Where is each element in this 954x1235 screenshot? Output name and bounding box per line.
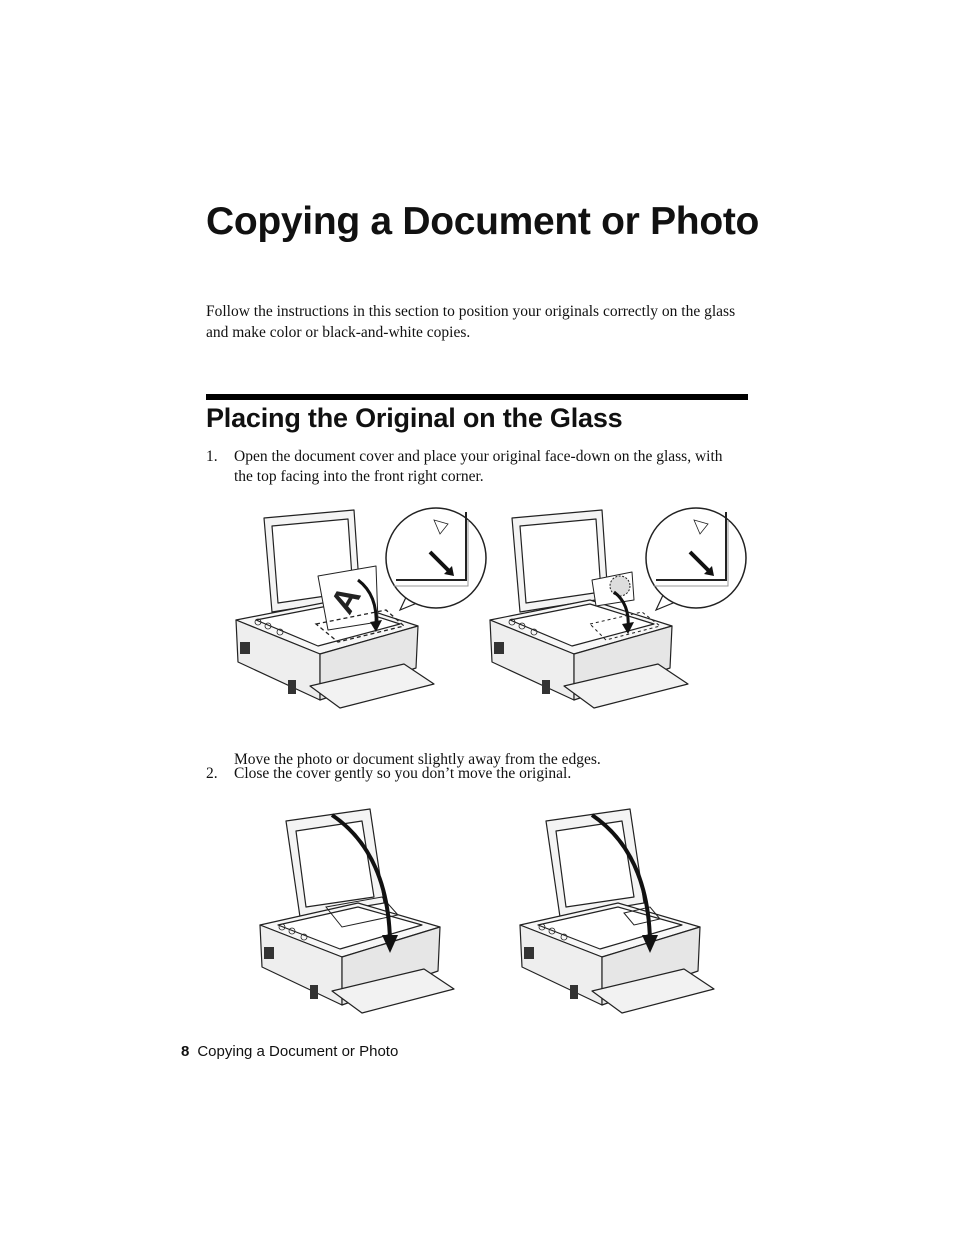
page-number: 8	[181, 1043, 190, 1060]
step-2	[206, 764, 746, 786]
printer-open-photo-icon	[484, 500, 750, 712]
intro-paragraph: Follow the instructions in this section to position your originals correctly on the glass and make color or black-and-white copies.	[206, 303, 736, 341]
step-text: Close the cover gently so you don’t move the original.	[234, 765, 572, 782]
placement-note: Move the photo or document slightly away from the edges.	[234, 750, 601, 768]
section-title: Placing the Original on the Glass	[206, 403, 623, 433]
printer-open-document-icon	[228, 500, 490, 712]
step-number: 1.	[206, 448, 218, 465]
svg-text:A: A	[323, 579, 369, 621]
running-title: Copying a Document or Photo	[197, 1043, 399, 1060]
chapter-title: Copying a Document or Photo	[206, 200, 760, 243]
step-text: Open the document cover and place your original face-down on the glass, with the top facing into the front right corner.	[234, 448, 723, 485]
printer-closing-cover-photo-icon	[514, 803, 720, 1018]
step-1	[206, 447, 746, 489]
step-number: 2.	[206, 765, 218, 782]
section-rule	[206, 394, 748, 400]
printer-closing-cover-icon	[254, 803, 460, 1018]
page-footer	[181, 1042, 398, 1062]
